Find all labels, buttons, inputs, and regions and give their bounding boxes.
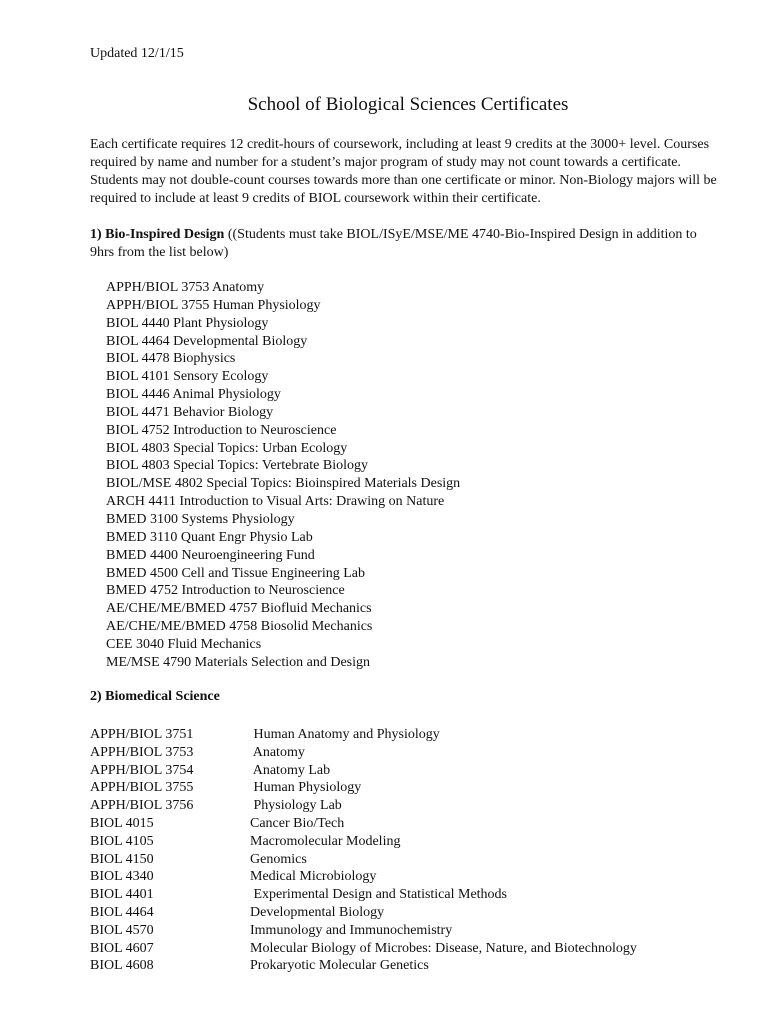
course-row bbox=[90, 940, 637, 958]
course-item: BMED 4752 Introduction to Neuroscience bbox=[106, 583, 345, 599]
course-row bbox=[90, 744, 637, 762]
course-item: BMED 4500 Cell and Tissue Engineering Lab bbox=[106, 565, 365, 581]
course-item: BIOL 4478 Biophysics bbox=[106, 351, 236, 367]
bio-inspired-course-list bbox=[106, 279, 460, 672]
course-item: BIOL 4101 Sensory Ecology bbox=[106, 369, 269, 385]
course-item: APPH/BIOL 3755 Human Physiology bbox=[106, 297, 321, 313]
course-item: BMED 3110 Quant Engr Physio Lab bbox=[106, 529, 313, 545]
course-item: AE/CHE/ME/BMED 4757 Biofluid Mechanics bbox=[106, 601, 372, 617]
section-heading: 1) Bio-Inspired Design bbox=[90, 227, 225, 242]
page-title: School of Biological Sciences Certificates bbox=[247, 94, 569, 115]
course-name: Anatomy Lab bbox=[250, 762, 331, 778]
course-name: Cancer Bio/Tech bbox=[250, 815, 345, 831]
course-code: APPH/BIOL 3751 bbox=[90, 727, 194, 742]
course-row bbox=[90, 851, 637, 869]
course-code: BIOL 4607 bbox=[90, 940, 154, 956]
course-row bbox=[90, 922, 637, 940]
course-item: BIOL/MSE 4802 Special Topics: Bioinspired Materials Design bbox=[106, 476, 461, 492]
course-row bbox=[90, 868, 637, 886]
course-item: APPH/BIOL 3753 Anatomy bbox=[106, 280, 265, 295]
course-code: BIOL 4105 bbox=[90, 833, 154, 849]
intro-paragraph: Each certificate requires 12 credit-hours of coursework, including at least 9 credits at the 3000+ level. Courses required by name and number for a student’s major program of study may not count towards a certificate. Students may not double-count courses towards more than one certificate or minor. Non-Biology majors will be required to include at least 9 credits of BIOL coursework within their certificate. bbox=[90, 137, 717, 206]
course-name: Macromolecular Modeling bbox=[250, 833, 401, 849]
course-row bbox=[90, 833, 637, 851]
course-code: BIOL 4015 bbox=[90, 815, 154, 831]
course-name: Medical Microbiology bbox=[250, 869, 377, 885]
course-code: BIOL 4401 bbox=[90, 887, 154, 903]
course-name: Prokaryotic Molecular Genetics bbox=[250, 958, 429, 974]
course-code: BIOL 4150 bbox=[90, 851, 154, 867]
course-name: Immunology and Immunochemistry bbox=[250, 922, 453, 938]
course-item: BIOL 4471 Behavior Biology bbox=[106, 404, 274, 420]
course-name: Physiology Lab bbox=[250, 798, 342, 814]
course-code: BIOL 4608 bbox=[90, 958, 154, 974]
course-code: BIOL 4570 bbox=[90, 922, 154, 938]
course-row bbox=[90, 904, 637, 922]
course-row bbox=[90, 797, 637, 815]
course-item: BMED 3100 Systems Physiology bbox=[106, 511, 295, 527]
course-code: BIOL 4464 bbox=[90, 904, 154, 920]
course-item: CEE 3040 Fluid Mechanics bbox=[106, 636, 262, 652]
course-code: APPH/BIOL 3755 bbox=[90, 780, 194, 796]
section-note: ((Students must take BIOL/ISyE/MSE/ME 4740-Bio-Inspired Design in addition to 9hrs from the list below) bbox=[90, 227, 697, 260]
course-name: Experimental Design and Statistical Methods bbox=[250, 887, 508, 903]
course-item: BIOL 4464 Developmental Biology bbox=[106, 333, 308, 349]
course-item: BIOL 4440 Plant Physiology bbox=[106, 315, 269, 331]
course-row bbox=[90, 762, 637, 780]
course-name: Genomics bbox=[250, 851, 307, 867]
course-item: BIOL 4803 Special Topics: Vertebrate Biology bbox=[106, 458, 368, 474]
course-row bbox=[90, 779, 637, 797]
course-row bbox=[90, 957, 637, 975]
course-item: ME/MSE 4790 Materials Selection and Design bbox=[106, 654, 371, 670]
course-name: Anatomy bbox=[250, 744, 305, 760]
course-name: Developmental Biology bbox=[250, 904, 385, 920]
biomedical-course-list bbox=[90, 726, 637, 975]
course-item: ARCH 4411 Introduction to Visual Arts: Drawing on Nature bbox=[106, 494, 445, 510]
section-heading: 2) Biomedical Science bbox=[90, 689, 220, 704]
updated-date: Updated 12/1/15 bbox=[90, 46, 184, 61]
course-row bbox=[90, 726, 637, 744]
course-item: BIOL 4803 Special Topics: Urban Ecology bbox=[106, 440, 348, 456]
course-name: Human Physiology bbox=[250, 780, 362, 796]
course-code: APPH/BIOL 3756 bbox=[90, 798, 194, 814]
course-row bbox=[90, 886, 637, 904]
section-bio-inspired-design bbox=[90, 226, 720, 262]
course-name: Human Anatomy and Physiology bbox=[250, 727, 440, 742]
course-item: BIOL 4752 Introduction to Neuroscience bbox=[106, 422, 337, 438]
course-row bbox=[90, 815, 637, 833]
course-item: BIOL 4446 Animal Physiology bbox=[106, 387, 281, 403]
course-item: AE/CHE/ME/BMED 4758 Biosolid Mechanics bbox=[106, 619, 373, 635]
course-code: BIOL 4340 bbox=[90, 869, 154, 885]
course-code: APPH/BIOL 3754 bbox=[90, 762, 194, 778]
course-item: BMED 4400 Neuroengineering Fund bbox=[106, 547, 315, 563]
course-code: APPH/BIOL 3753 bbox=[90, 744, 194, 760]
course-name: Molecular Biology of Microbes: Disease, Nature, and Biotechnology bbox=[250, 940, 637, 956]
